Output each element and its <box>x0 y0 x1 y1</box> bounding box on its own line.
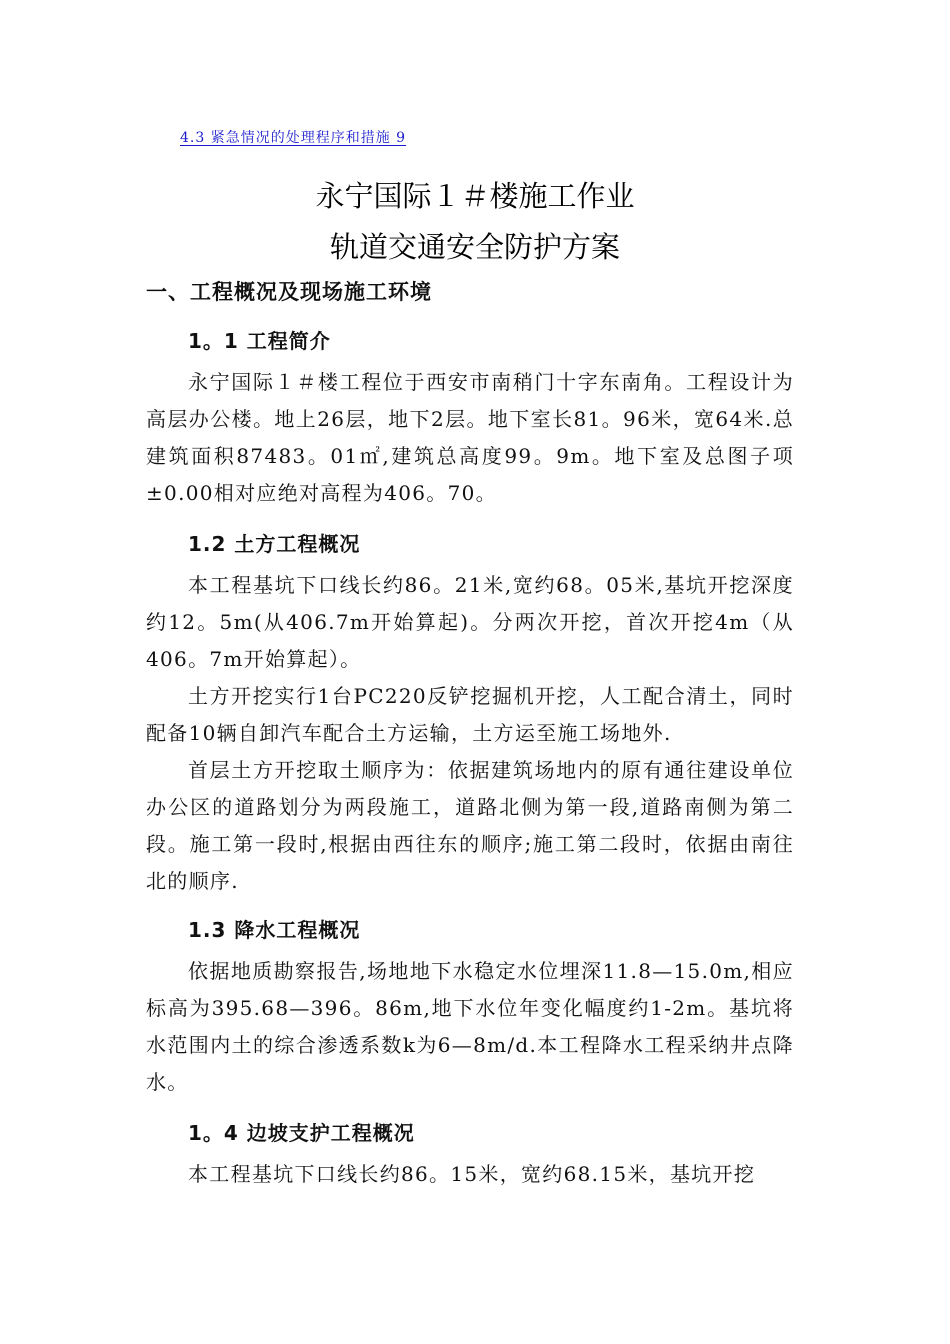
subsection-1-4-paragraph: 本工程基坑下口线长约86。15米，宽约68.15米，基坑开挖 <box>188 1162 756 1186</box>
subsection-1-2-paragraph-1: 本工程基坑下口线长约86。21米,宽约68。05米,基坑开挖深度约12。5m(从406.7m开始算起)。分两次开挖，首次开挖4m（从406。7m开始算起）。 <box>146 573 794 671</box>
subsection-1-3-heading: 1.3 降水工程概况 <box>188 918 361 942</box>
subsection-1-3-paragraph: 依据地质勘察报告,场地地下水稳定水位埋深11.8—15.0m,相应标高为395.68—396。86m,地下水位年变化幅度约1-2m。基坑将水范围内土的综合渗透系数k为6—8m/d.本工程降水工程采纳井点降水。 <box>146 959 794 1094</box>
subsection-1-2-heading: 1.2 土方工程概况 <box>188 532 361 556</box>
subsection-1-4-heading: 1。4 边坡支护工程概况 <box>188 1121 415 1145</box>
toc-entry-link[interactable]: 4.3 紧急情况的处理程序和措施 9 <box>180 130 407 146</box>
section-1-heading: 一、工程概况及现场施工环境 <box>146 280 432 304</box>
document-title-line-2: 轨道交通安全防护方案 <box>329 230 620 264</box>
document-title-line-1: 永宁国际１＃楼施工作业 <box>315 179 635 213</box>
subsection-1-1-heading: 1。1 工程简介 <box>188 329 331 353</box>
subsection-1-2-paragraph-3: 首层土方开挖取土顺序为：依据建筑场地内的原有通往建设单位办公区的道路划分为两段施工，道路北侧为第一段,道路南侧为第二段。施工第一段时,根据由西往东的顺序;施工第二段时，依据由南往北的顺序. <box>146 758 794 893</box>
subsection-1-1-paragraph: 永宁国际１＃楼工程位于西安市南稍门十字东南角。工程设计为高层办公楼。地上26层，地下2层。地下室长81。96米，宽64米.总建筑面积87483。01㎡,建筑总高度99。9m。地下室及总图子项±0.00相对应绝对高程为406。70。 <box>146 370 794 505</box>
subsection-1-2-paragraph-2: 土方开挖实行1台PC220反铲挖掘机开挖，人工配合清土，同时配备10辆自卸汽车配合土方运输，土方运至施工场地外. <box>146 684 794 745</box>
